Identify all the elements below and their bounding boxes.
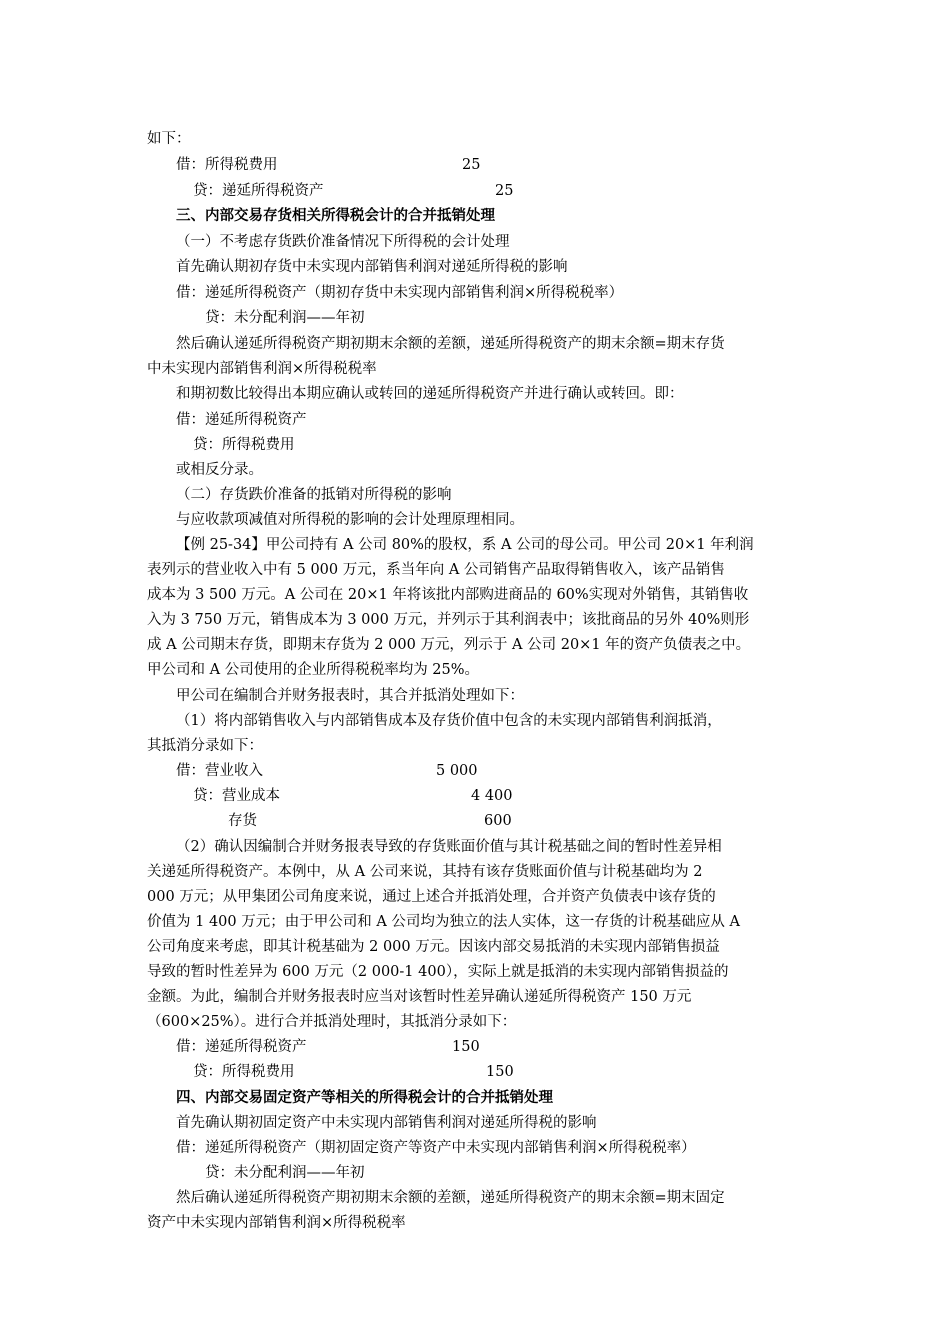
journal-credit-line: 存货 [228,813,257,829]
journal-debit-line: 借：营业收入 [176,763,263,779]
text-line: 中未实现内部销售利润×所得税税率 [147,361,377,377]
journal-amount: 5 000 [436,763,478,779]
journal-debit-line: 借：所得税费用 [176,157,278,173]
text-line: （1）将内部销售收入与内部销售成本及存货价值中包含的未实现内部销售利润抵消， [176,713,722,729]
text-line: 价值为 1 400 万元；由于甲公司和 A 公司均为独立的法人实体，这一存货的计税基础应从 A [147,914,740,930]
text-line: 然后确认递延所得税资产期初期末余额的差额，递延所得税资产的期末余额=期末固定 [176,1190,725,1206]
example-line: 【例 25-34】甲公司持有 A 公司 80%的股权，系 A 公司的母公司。甲公司 20×1 年利润 [176,537,754,553]
journal-amount: 600 [484,813,512,829]
text-line: 资产中未实现内部销售利润×所得税税率 [147,1215,406,1231]
journal-credit-line: 贷：所得税费用 [193,1064,295,1080]
text-line: 如下： [147,131,191,147]
text-line: （600×25%）。进行合并抵消处理时，其抵消分录如下： [147,1014,517,1030]
journal-debit-line: 借：递延所得税资产 [176,1039,307,1055]
journal-debit-line: 借：递延所得税资产（期初存货中未实现内部销售利润×所得税税率） [176,285,624,301]
example-line: 甲公司和 A 公司使用的企业所得税税率均为 25%。 [147,662,480,678]
journal-credit-line: 贷：递延所得税资产 [193,183,324,199]
journal-debit-line: 借：递延所得税资产 [176,412,307,428]
text-line: 金额。为此，编制合并财务报表时应当对该暂时性差异确认递延所得税资产 150 万元 [147,989,692,1005]
text-line: 与应收款项减值对所得税的影响的会计处理原理相同。 [176,512,524,528]
text-line: 然后确认递延所得税资产期初期末余额的差额，递延所得税资产的期末余额=期末存货 [176,336,725,352]
journal-amount: 4 400 [471,788,513,804]
example-line: 成本为 3 500 万元。A 公司在 20×1 年将该批内部购进商品的 60%实现对外销售，其销售收 [147,587,749,603]
journal-debit-line: 借：递延所得税资产（期初固定资产等资产中未实现内部销售利润×所得税税率） [176,1140,696,1156]
journal-amount: 150 [452,1039,480,1055]
journal-credit-line: 贷：所得税费用 [193,437,295,453]
text-line: 或相反分录。 [176,462,263,478]
journal-credit-line: 贷：未分配利润——年初 [205,1165,365,1181]
text-line: 首先确认期初存货中未实现内部销售利润对递延所得税的影响 [176,259,568,275]
text-line: 导致的暂时性差异为 600 万元（2 000-1 400），实际上就是抵消的未实现内部销售损益的 [147,964,729,980]
section-heading: 三、内部交易存货相关所得税会计的合并抵销处理 [176,208,495,224]
example-line: 入为 3 750 万元，销售成本为 3 000 万元，并列示于其利润表中；该批商品的另外 40%则形 [147,612,750,628]
text-line: 其抵消分录如下： [147,738,263,754]
text-line: 公司角度来考虑，即其计税基础为 2 000 万元。因该内部交易抵消的未实现内部销售损益 [147,939,720,955]
text-line: 000 万元；从甲集团公司角度来说，通过上述合并抵消处理，合并资产负债表中该存货的 [147,889,716,905]
subsection-heading: （一）不考虑存货跌价准备情况下所得税的会计处理 [176,234,510,250]
text-line: （2）确认因编制合并财务报表导致的存货账面价值与其计税基础之间的暂时性差异相 [176,839,722,855]
text-line: 首先确认期初固定资产中未实现内部销售利润对递延所得税的影响 [176,1115,597,1131]
journal-amount: 25 [495,183,514,199]
example-line: 表列示的营业收入中有 5 000 万元，系当年向 A 公司销售产品取得销售收入，该产品销售 [147,562,725,578]
text-line: 甲公司在编制合并财务报表时，其合并抵消处理如下： [176,688,524,704]
journal-credit-line: 贷：营业成本 [193,788,280,804]
journal-amount: 25 [462,157,481,173]
text-line: 和期初数比较得出本期应确认或转回的递延所得税资产并进行确认或转回。即： [176,386,684,402]
section-heading: 四、内部交易固定资产等相关的所得税会计的合并抵销处理 [176,1090,553,1106]
example-line: 成 A 公司期末存货，即期末存货为 2 000 万元，列示于 A 公司 20×1 年的资产负债表之中。 [147,637,751,653]
text-line: 关递延所得税资产。本例中，从 A 公司来说，其持有该存货账面价值与计税基础均为 2 [147,864,703,880]
journal-amount: 150 [486,1064,514,1080]
subsection-heading: （二）存货跌价准备的抵销对所得税的影响 [176,487,452,503]
journal-credit-line: 贷：未分配利润——年初 [205,310,365,326]
